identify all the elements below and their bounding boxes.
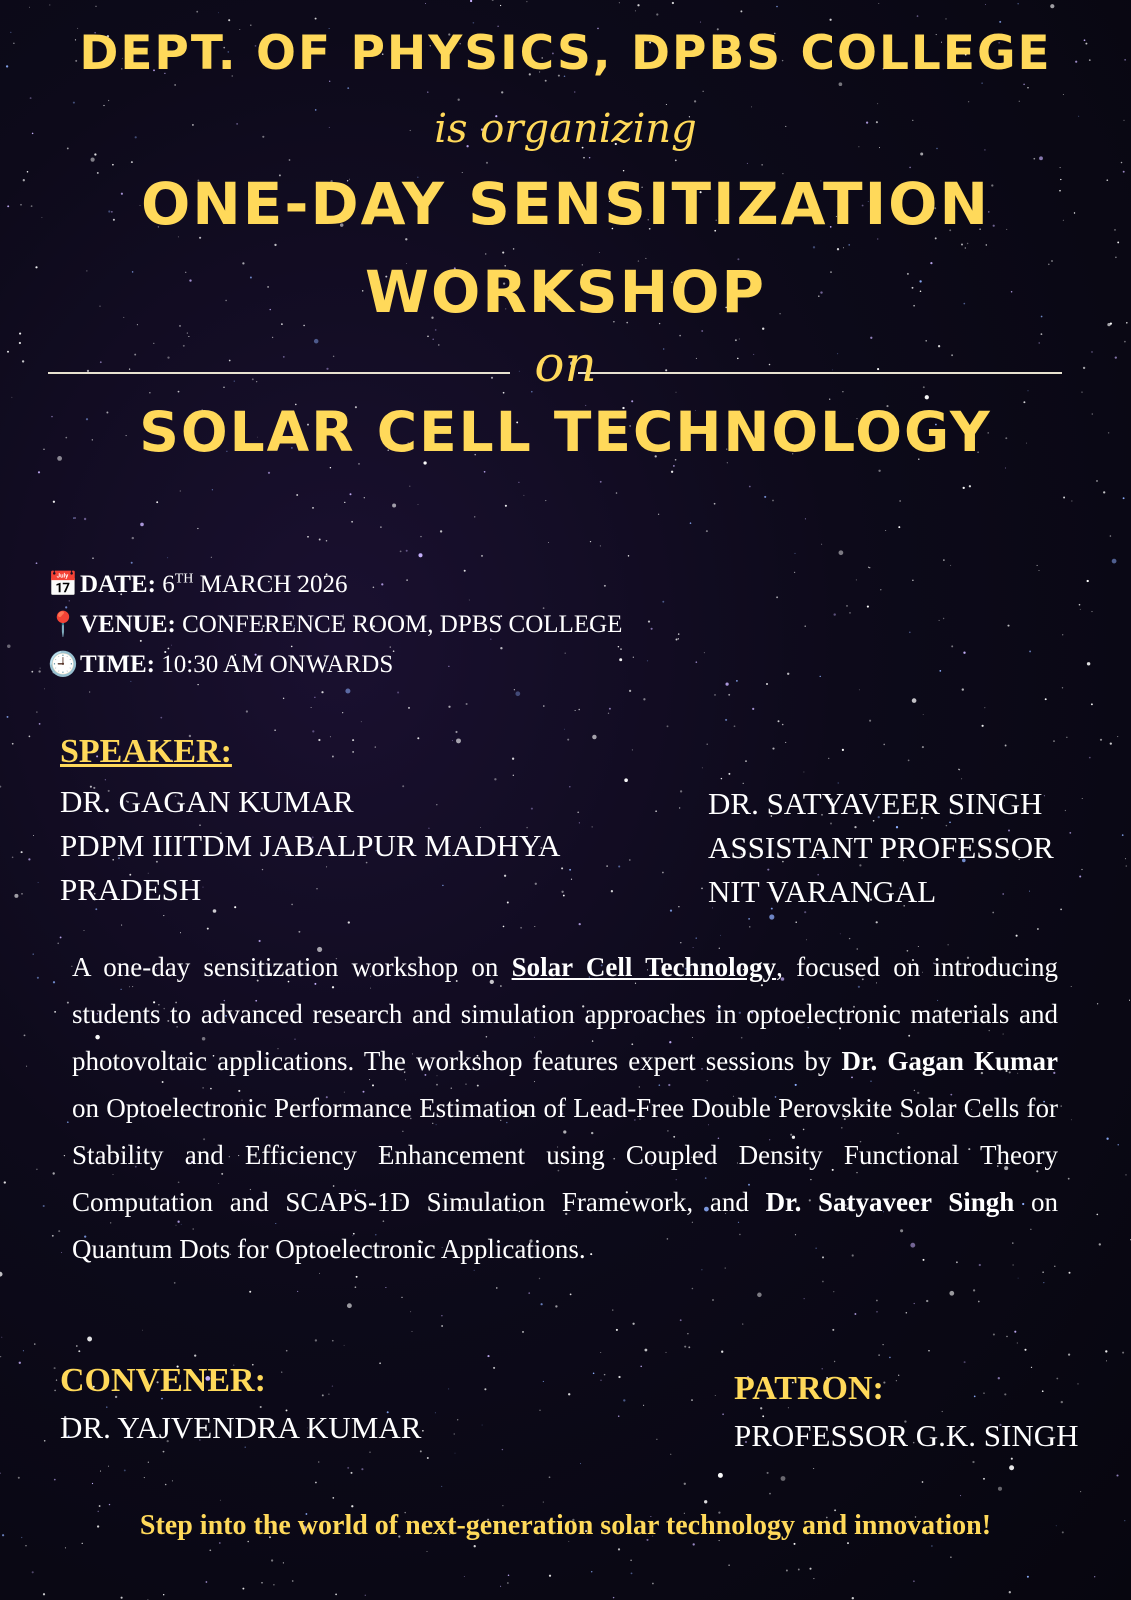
- time-value: 10:30 AM ONWARDS: [161, 651, 394, 678]
- venue-line: [48, 610, 622, 639]
- speaker-2-name: DR. SATYAVEER SINGH: [708, 786, 1043, 821]
- date-suffix: TH: [174, 571, 194, 587]
- speaker-1: [60, 780, 560, 912]
- speaker-1-affiliation-2: PRADESH: [60, 872, 202, 907]
- department-heading: DEPT. OF PHYSICS, DPBS COLLEGE: [79, 26, 1052, 81]
- description-paragraph: [72, 944, 1058, 1273]
- desc-part-4: on Quantum Dots for Optoelectronic Applications.: [72, 1187, 1058, 1264]
- speaker-1-name: DR. GAGAN KUMAR: [60, 784, 354, 819]
- speaker-heading: SPEAKER:: [60, 733, 232, 770]
- patron-heading: PATRON:: [734, 1370, 884, 1407]
- topic-heading: SOLAR CELL TECHNOLOGY: [139, 400, 992, 464]
- on-text: on: [534, 335, 597, 393]
- desc-part-2: , focused on introducing students to advanced research and simulation approaches in optoelectronic materials and photovoltaic applications. The workshop features expert sessions by: [72, 952, 1058, 1076]
- clock-icon: 🕘: [48, 652, 78, 678]
- venue-value: CONFERENCE ROOM, DPBS COLLEGE: [182, 611, 623, 638]
- desc-part-1: A one-day sensitization workshop on: [72, 952, 512, 982]
- organizing-text: is organizing: [434, 106, 697, 152]
- date-label: DATE:: [80, 571, 156, 598]
- speaker-1-highlight: Dr. Gagan Kumar: [841, 1046, 1059, 1076]
- time-label: TIME:: [80, 651, 155, 678]
- topic-highlight: Solar Cell Technology: [511, 952, 777, 982]
- pin-icon: 📍: [48, 612, 78, 638]
- speaker-2: [708, 782, 1054, 914]
- convener-name: DR. YAJVENDRA KUMAR: [60, 1410, 422, 1445]
- title-line-2: WORKSHOP: [364, 258, 766, 326]
- calendar-icon: 📅: [48, 572, 78, 598]
- footer-tagline: Step into the world of next-generation solar technology and innovation!: [139, 1510, 992, 1541]
- patron-name: PROFESSOR G.K. SINGH: [734, 1418, 1079, 1453]
- desc-part-3: on Optoelectronic Performance Estimation of Lead-Free Double Perovskite Solar Cells for Stability and Efficiency Enhancement using Coupled Density Functional Theory Computation and SCAPS-1D Simulation Framework, and: [72, 1093, 1058, 1217]
- speaker-2-role: ASSISTANT PROFESSOR: [708, 830, 1054, 865]
- speaker-2-highlight: Dr. Satyaveer Singh: [765, 1187, 1015, 1217]
- convener-heading: CONVENER:: [60, 1362, 266, 1399]
- time-line: [48, 650, 393, 679]
- title-line-1: ONE-DAY SENSITIZATION: [140, 170, 991, 238]
- date-day: 6: [162, 571, 175, 598]
- speaker-1-affiliation: PDPM IIITDM JABALPUR MADHYA: [60, 828, 561, 863]
- date-value: MARCH 2026: [199, 571, 348, 598]
- venue-label: VENUE:: [80, 611, 176, 638]
- date-line: [48, 570, 348, 599]
- speaker-2-affiliation: NIT VARANGAL: [708, 874, 937, 909]
